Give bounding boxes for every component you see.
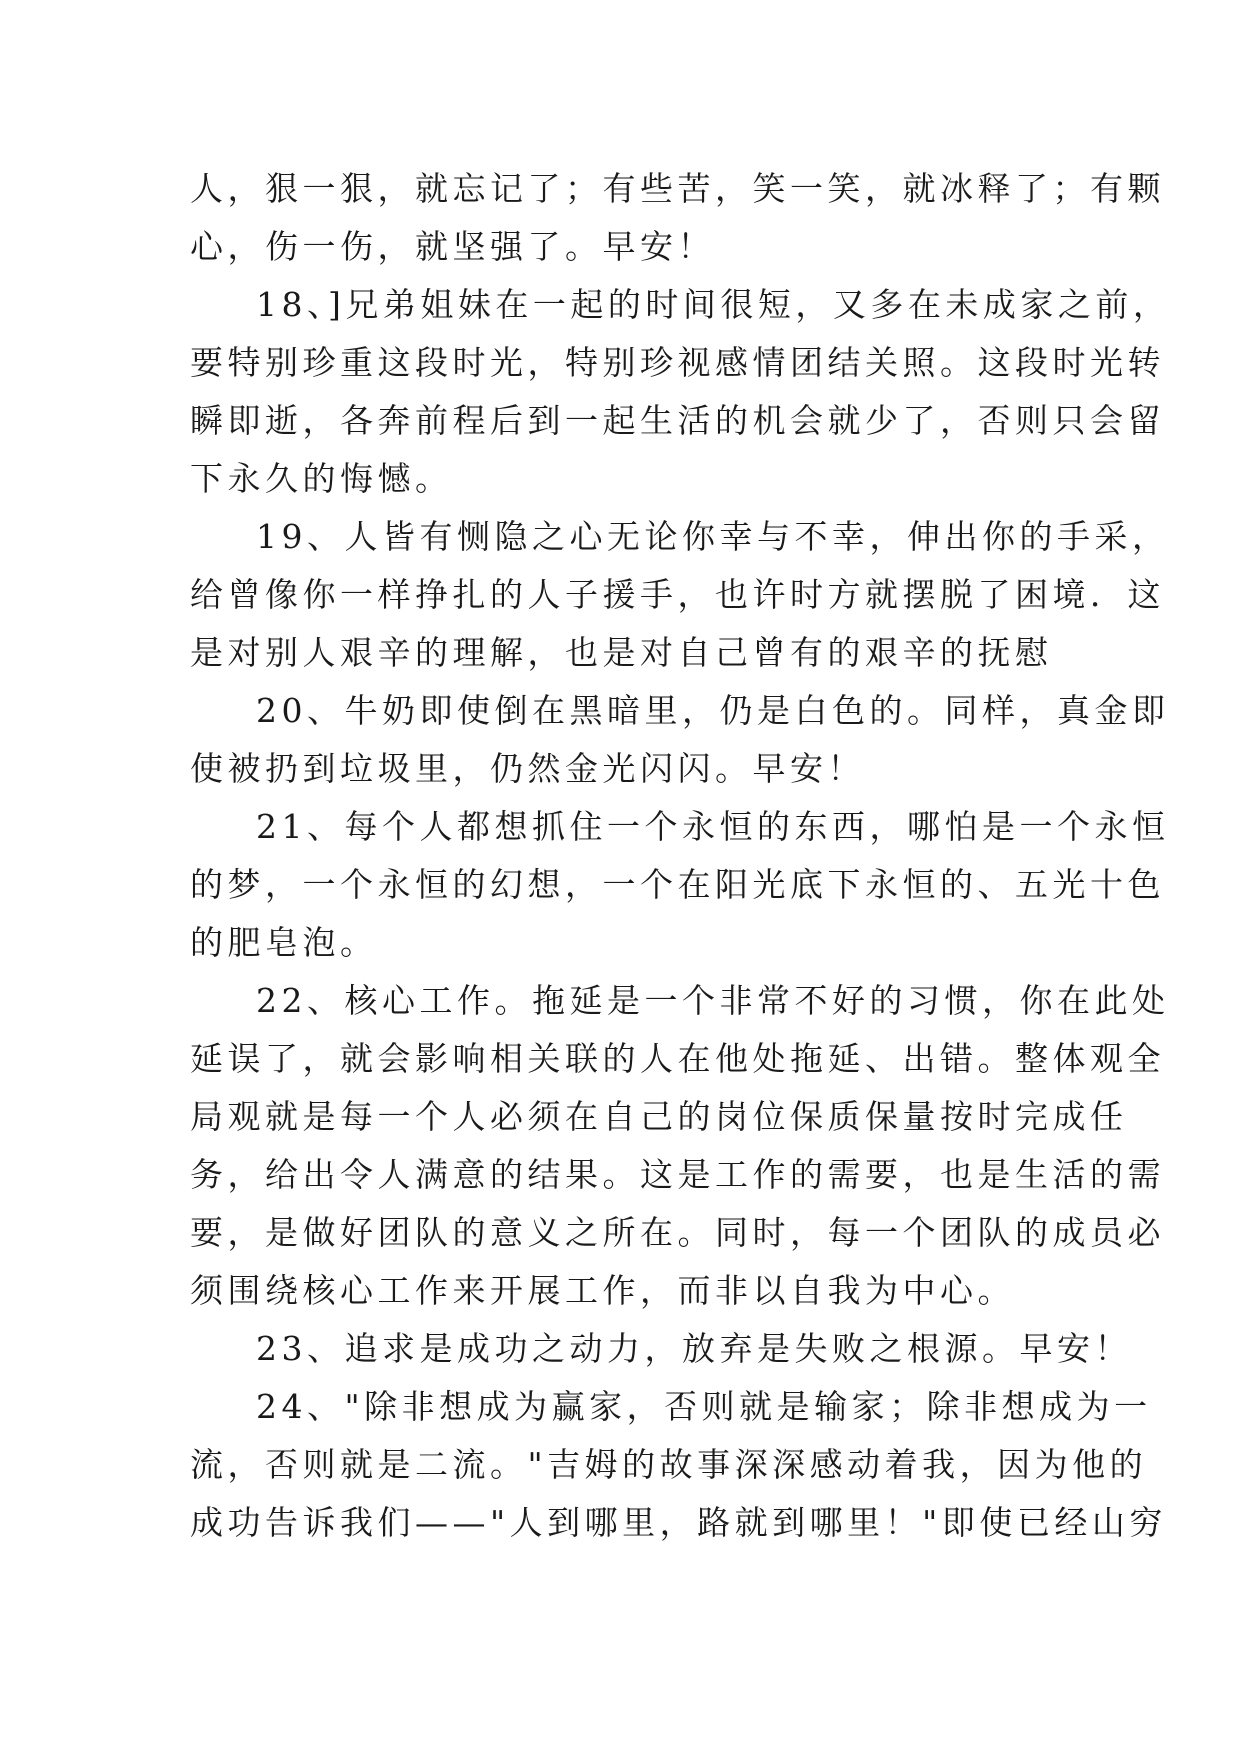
text-line: 的肥皂泡。 xyxy=(190,923,378,962)
paragraph-21-line: 21、每个人都想抓住一个永恒的东西，哪怕是一个永恒 xyxy=(256,807,1170,846)
text-line: 延误了，就会影响相关联的人在他处拖延、出错。整体观全 xyxy=(190,1039,1165,1078)
text-line: 人，狠一狠，就忘记了；有些苦，笑一笑，就冰释了；有颗 xyxy=(190,169,1165,208)
text-line: 瞬即逝，各奔前程后到一起生活的机会就少了，否则只会留 xyxy=(190,401,1165,440)
text-line: 须围绕核心工作来开展工作，而非以自我为中心。 xyxy=(190,1271,1015,1310)
text-line: 流，否则就是二流。"吉姆的故事深深感动着我，因为他的 xyxy=(190,1445,1148,1484)
text-line: 心，伤一伤，就坚强了。早安！ xyxy=(190,227,715,266)
text-line: 务，给出令人满意的结果。这是工作的需要，也是生活的需 xyxy=(190,1155,1165,1194)
text-line: 成功告诉我们——"人到哪里，路就到哪里！"即使已经山穷 xyxy=(190,1503,1167,1542)
text-line: 要特别珍重这段时光，特别珍视感情团结关照。这段时光转 xyxy=(190,343,1165,382)
text-line: 局观就是每一个人必须在自己的岗位保质保量按时完成任 xyxy=(190,1097,1128,1136)
text-line: 下永久的悔憾。 xyxy=(190,459,453,498)
text-line: 要，是做好团队的意义之所在。同时，每一个团队的成员必 xyxy=(190,1213,1165,1252)
paragraph-24-line: 24、"除非想成为赢家，否则就是输家；除非想成为一 xyxy=(256,1387,1152,1426)
paragraph-19-line: 19、人皆有恻隐之心无论你幸与不幸，伸出你的手采， xyxy=(256,517,1170,556)
text-line: 的梦，一个永恒的幻想，一个在阳光底下永恒的、五光十色 xyxy=(190,865,1165,904)
paragraph-20-line: 20、牛奶即使倒在黑暗里，仍是白色的。同样，真金即 xyxy=(256,691,1170,730)
paragraph-23-line: 23、追求是成功之动力，放弃是失败之根源。早安！ xyxy=(256,1329,1132,1368)
document-body xyxy=(190,160,1171,1552)
paragraph-22-line: 22、核心工作。拖延是一个非常不好的习惯，你在此处 xyxy=(256,981,1170,1020)
text-line: 是对别人艰辛的理解，也是对自己曾有的艰辛的抚慰 xyxy=(190,633,1053,672)
text-line: 使被扔到垃圾里，仍然金光闪闪。早安！ xyxy=(190,749,865,788)
text-line: 给曾像你一样挣扎的人子援手，也许时方就摆脱了困境．这 xyxy=(190,575,1165,614)
paragraph-18-line: 18、]兄弟姐妹在一起的时间很短，又多在未成家之前， xyxy=(256,285,1171,324)
